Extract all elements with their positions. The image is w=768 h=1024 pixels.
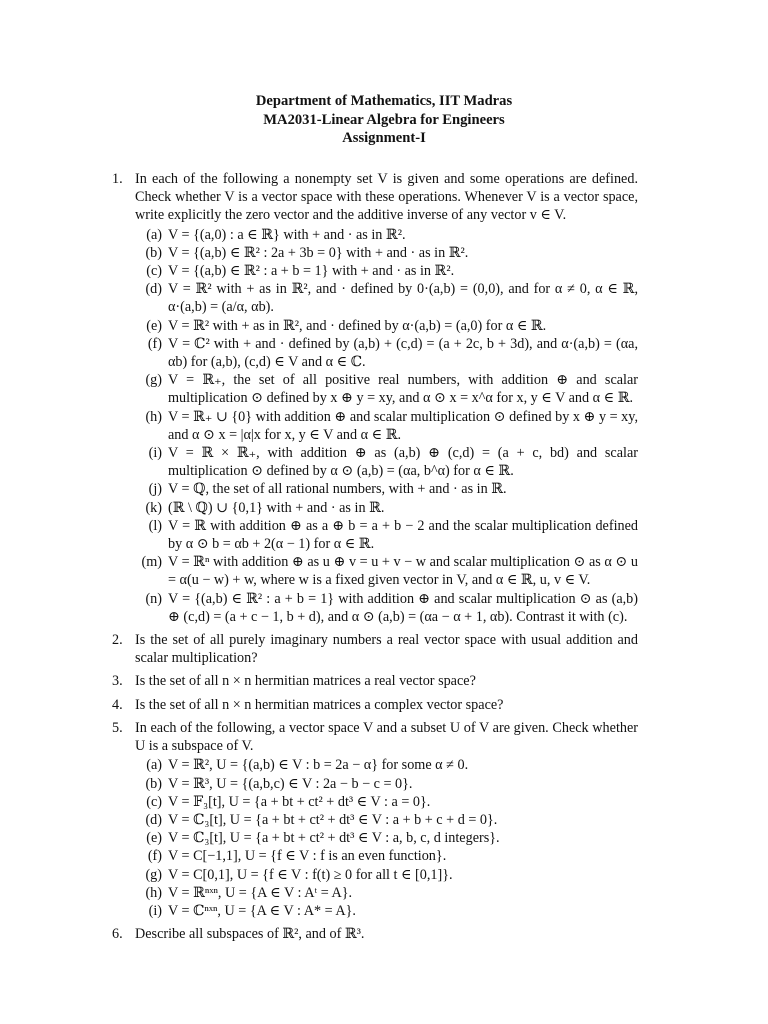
subpart (135, 902, 638, 920)
subpart-text: V = C[−1,1], U = {f ∈ V : f is an even function}. (168, 848, 447, 865)
question-number: 5. (112, 719, 123, 736)
subpart-list (135, 226, 638, 626)
subpart (135, 262, 638, 280)
subpart (135, 775, 638, 793)
subpart (135, 756, 638, 774)
subpart (135, 517, 638, 553)
subpart-label: (b) (145, 244, 162, 261)
subpart-text: V = ℝ² with + as in ℝ², and · defined by α·(a,b) = (a,0) for α ∈ ℝ. (168, 317, 547, 334)
question-number: 6. (112, 926, 123, 943)
subpart-text: V = ℂⁿˣⁿ, U = {A ∈ V : A* = A}. (168, 902, 356, 919)
subpart-label: (j) (148, 481, 162, 498)
subpart-label: (l) (148, 517, 162, 534)
subpart-label: (c) (146, 263, 162, 280)
subpart (135, 371, 638, 407)
subpart-text: V = 𝔽₃[t], U = {a + bt + ct² + dt³ ∈ V : a = 0}. (168, 793, 431, 810)
subpart-text: (ℝ \ ℚ) ∪ {0,1} with + and · as in ℝ. (168, 499, 385, 516)
question-5 (112, 719, 638, 920)
subpart-text: V = ℝ with addition ⊕ as a ⊕ b = a + b − 2 and the scalar multiplication defined by α ⊙ b = αb + 2(α − 1) for α ∈ ℝ. (168, 517, 638, 553)
subpart-text: V = ℂ₃[t], U = {a + bt + ct² + dt³ ∈ V : a + b + c + d = 0}. (168, 811, 498, 828)
subpart-label: (g) (145, 866, 162, 883)
question-4 (112, 696, 638, 714)
subpart-label: (e) (146, 830, 162, 847)
question-text: Is the set of all n × n hermitian matrices a real vector space? (135, 673, 476, 690)
subpart (135, 866, 638, 884)
subpart-text: V = ℚ, the set of all rational numbers, with + and · as in ℝ. (168, 481, 507, 498)
subpart-text: V = ℝⁿ with addition ⊕ as u ⊕ v = u + v − w and scalar multiplication ⊙ as α ⊙ u = α(u − w) + w, where w is a fixed given vector in V, and α ∈ ℝ, u, v ∈ V. (168, 554, 638, 589)
question-text: In each of the following a nonempty set V is given and some operations are defined. Check whether V is a vector space with these operations. Whenever V is a vector space, write explicitly the zero vector and the additive inverse of any vector v ∈ V. (135, 171, 638, 224)
subpart-text: V = {(a,b) ∈ ℝ² : a + b = 1} with + and · as in ℝ². (168, 263, 455, 280)
subpart (135, 829, 638, 847)
question-text: Is the set of all n × n hermitian matrices a complex vector space? (135, 696, 504, 713)
subpart-text: V = {(a,b) ∈ ℝ² : 2a + 3b = 0} with + and · as in ℝ². (168, 244, 469, 261)
subpart (135, 553, 638, 589)
subpart-label: (k) (145, 499, 162, 516)
subpart-label: (m) (141, 554, 162, 571)
question-6 (112, 925, 638, 943)
subpart-text: V = ℝ³, U = {(a,b,c) ∈ V : 2a − b − c = 0}. (168, 775, 413, 792)
subpart (135, 244, 638, 262)
subpart-label: (g) (145, 372, 162, 389)
subpart-label: (h) (145, 884, 162, 901)
subpart-text: V = ℂ₃[t], U = {a + bt + ct² + dt³ ∈ V : a, b, c, d integers}. (168, 830, 500, 847)
subpart (135, 480, 638, 498)
subpart-label: (n) (145, 590, 162, 607)
subpart (135, 499, 638, 517)
subpart (135, 226, 638, 244)
question-number: 1. (112, 171, 123, 187)
subpart-label: (h) (145, 408, 162, 425)
subpart (135, 317, 638, 335)
subpart-label: (f) (147, 335, 162, 352)
subpart-label: (i) (148, 445, 162, 462)
subpart-label: (c) (146, 793, 162, 810)
subpart-text: V = ℝ₊, the set of all positive real numbers, with addition ⊕ and scalar multiplication ⊙ defined by x ⊕ y = xy, and α ⊙ x = x^α for x, y ∈ V and α ∈ ℝ. (168, 372, 638, 407)
question-text: In each of the following, a vector space V and a subset U of V are given. Check whether U is a subspace of V. (135, 719, 638, 755)
question-3 (112, 672, 638, 690)
subpart (135, 793, 638, 811)
question-list (112, 170, 638, 948)
subpart-text: V = ℝ × ℝ₊, with addition ⊕ as (a,b) ⊕ (c,d) = (a + c, bd) and scalar multiplication ⊙ defined by α ⊙ (a,b) = (αa, b^α) for α ∈ ℝ. (168, 445, 638, 480)
subpart (135, 444, 638, 480)
subpart-label: (a) (146, 226, 162, 243)
subpart-label: (d) (145, 281, 162, 298)
subpart (135, 590, 638, 626)
subpart-label: (f) (147, 848, 162, 865)
question-text: Is the set of all purely imaginary numbers a real vector space with usual addition and scalar multiplication? (135, 632, 638, 667)
subpart-text: V = {(a,b) ∈ ℝ² : a + b = 1} with addition ⊕ and scalar multiplication ⊙ as (a,b) ⊕ (c,d) = (a + c − 1, b + d), and α ⊙ (a,b) = (αa − α + 1, αb). Contrast it with (c). (168, 590, 638, 625)
subpart (135, 884, 638, 902)
course-title: MA2031-Linear Algebra for Engineers (263, 111, 505, 128)
question-number: 3. (112, 673, 123, 690)
subpart (135, 408, 638, 444)
subpart (135, 811, 638, 829)
subpart-label: (e) (146, 317, 162, 334)
subpart-label: (a) (146, 757, 162, 774)
subpart-text: V = C[0,1], U = {f ∈ V : f(t) ≥ 0 for all t ∈ [0,1]}. (168, 866, 453, 883)
subpart (135, 847, 638, 865)
subpart-label: (b) (145, 775, 162, 792)
subpart-text: V = ℂ² with + and · defined by (a,b) + (c,d) = (a + 2c, b + 3d), and α·(a,b) = (αa, αb) for (a,b), (c,d) ∈ V and α ∈ ℂ. (168, 335, 638, 371)
document-header (0, 92, 768, 148)
subpart-text: V = ℝ₊ ∪ {0} with addition ⊕ and scalar multiplication ⊙ defined by x ⊕ y = xy, and α ⊙ x = |α|x for x, y ∈ V and α ∈ ℝ. (168, 408, 638, 443)
subpart-text: V = ℝⁿˣⁿ, U = {A ∈ V : Aᵗ = A}. (168, 884, 353, 901)
question-1 (112, 170, 638, 626)
subpart-label: (i) (148, 902, 162, 919)
question-number: 4. (112, 696, 123, 713)
subpart (135, 335, 638, 371)
question-text: Describe all subspaces of ℝ², and of ℝ³. (135, 926, 365, 943)
subpart (135, 280, 638, 316)
subpart-text: V = ℝ², U = {(a,b) ∈ V : b = 2a − α} for some α ≠ 0. (168, 757, 469, 774)
subpart-text: V = ℝ² with + as in ℝ², and · defined by 0·(a,b) = (0,0), and for α ≠ 0, α ∈ ℝ, α·(a,b) = (a/α, αb). (168, 281, 638, 316)
subpart-text: V = {(a,0) : a ∈ ℝ} with + and · as in ℝ². (168, 226, 406, 243)
question-number: 2. (112, 632, 123, 649)
department-title: Department of Mathematics, IIT Madras (255, 93, 513, 109)
subpart-label: (d) (145, 811, 162, 828)
question-2 (112, 631, 638, 667)
assignment-title: Assignment-I (342, 130, 426, 146)
subpart-list (135, 756, 638, 920)
